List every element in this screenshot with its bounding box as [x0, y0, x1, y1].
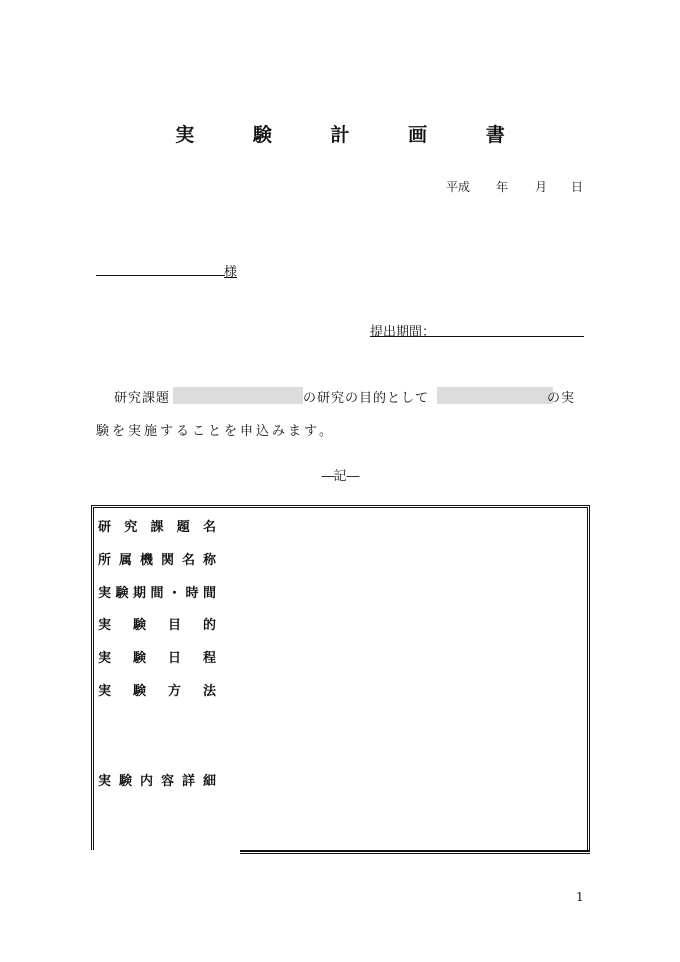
- form-label-research-topic: 研究課題名: [98, 520, 216, 535]
- body-text-line-2: 験を実施することを申込みます。: [96, 424, 335, 439]
- body-part-2: の研究の目的として: [303, 391, 430, 406]
- form-label-purpose: 実験目的: [98, 618, 216, 633]
- date-era: 平成: [446, 180, 471, 194]
- date-day: 日: [571, 180, 584, 194]
- form-label-method: 実験方法: [98, 684, 216, 699]
- submission-period-field[interactable]: [370, 336, 584, 337]
- body-part-3: の実: [547, 391, 576, 406]
- body-part-1: 研究課題: [114, 391, 171, 406]
- date-year: 年: [496, 180, 509, 194]
- form-label-affiliation: 所属機関名称: [98, 553, 216, 568]
- form-label-details: 実験内容詳細: [98, 774, 216, 789]
- submission-period-label: 提出期間：: [370, 325, 436, 340]
- addressee-honorific: 様: [224, 265, 238, 280]
- form-label-schedule: 実験日程: [98, 651, 216, 666]
- ki-label: 記: [333, 469, 347, 484]
- addressee-field[interactable]: [96, 275, 225, 276]
- application-form-box-bottom: [240, 850, 590, 854]
- page-number: 1: [576, 890, 584, 904]
- form-label-period-time: 実験期間・時間: [98, 586, 216, 601]
- body-text-line-1: [114, 387, 575, 406]
- ki-heading: ―記―: [321, 469, 359, 484]
- document-title: 実 験 計 画 書: [175, 124, 531, 146]
- date-month: 月: [535, 180, 548, 194]
